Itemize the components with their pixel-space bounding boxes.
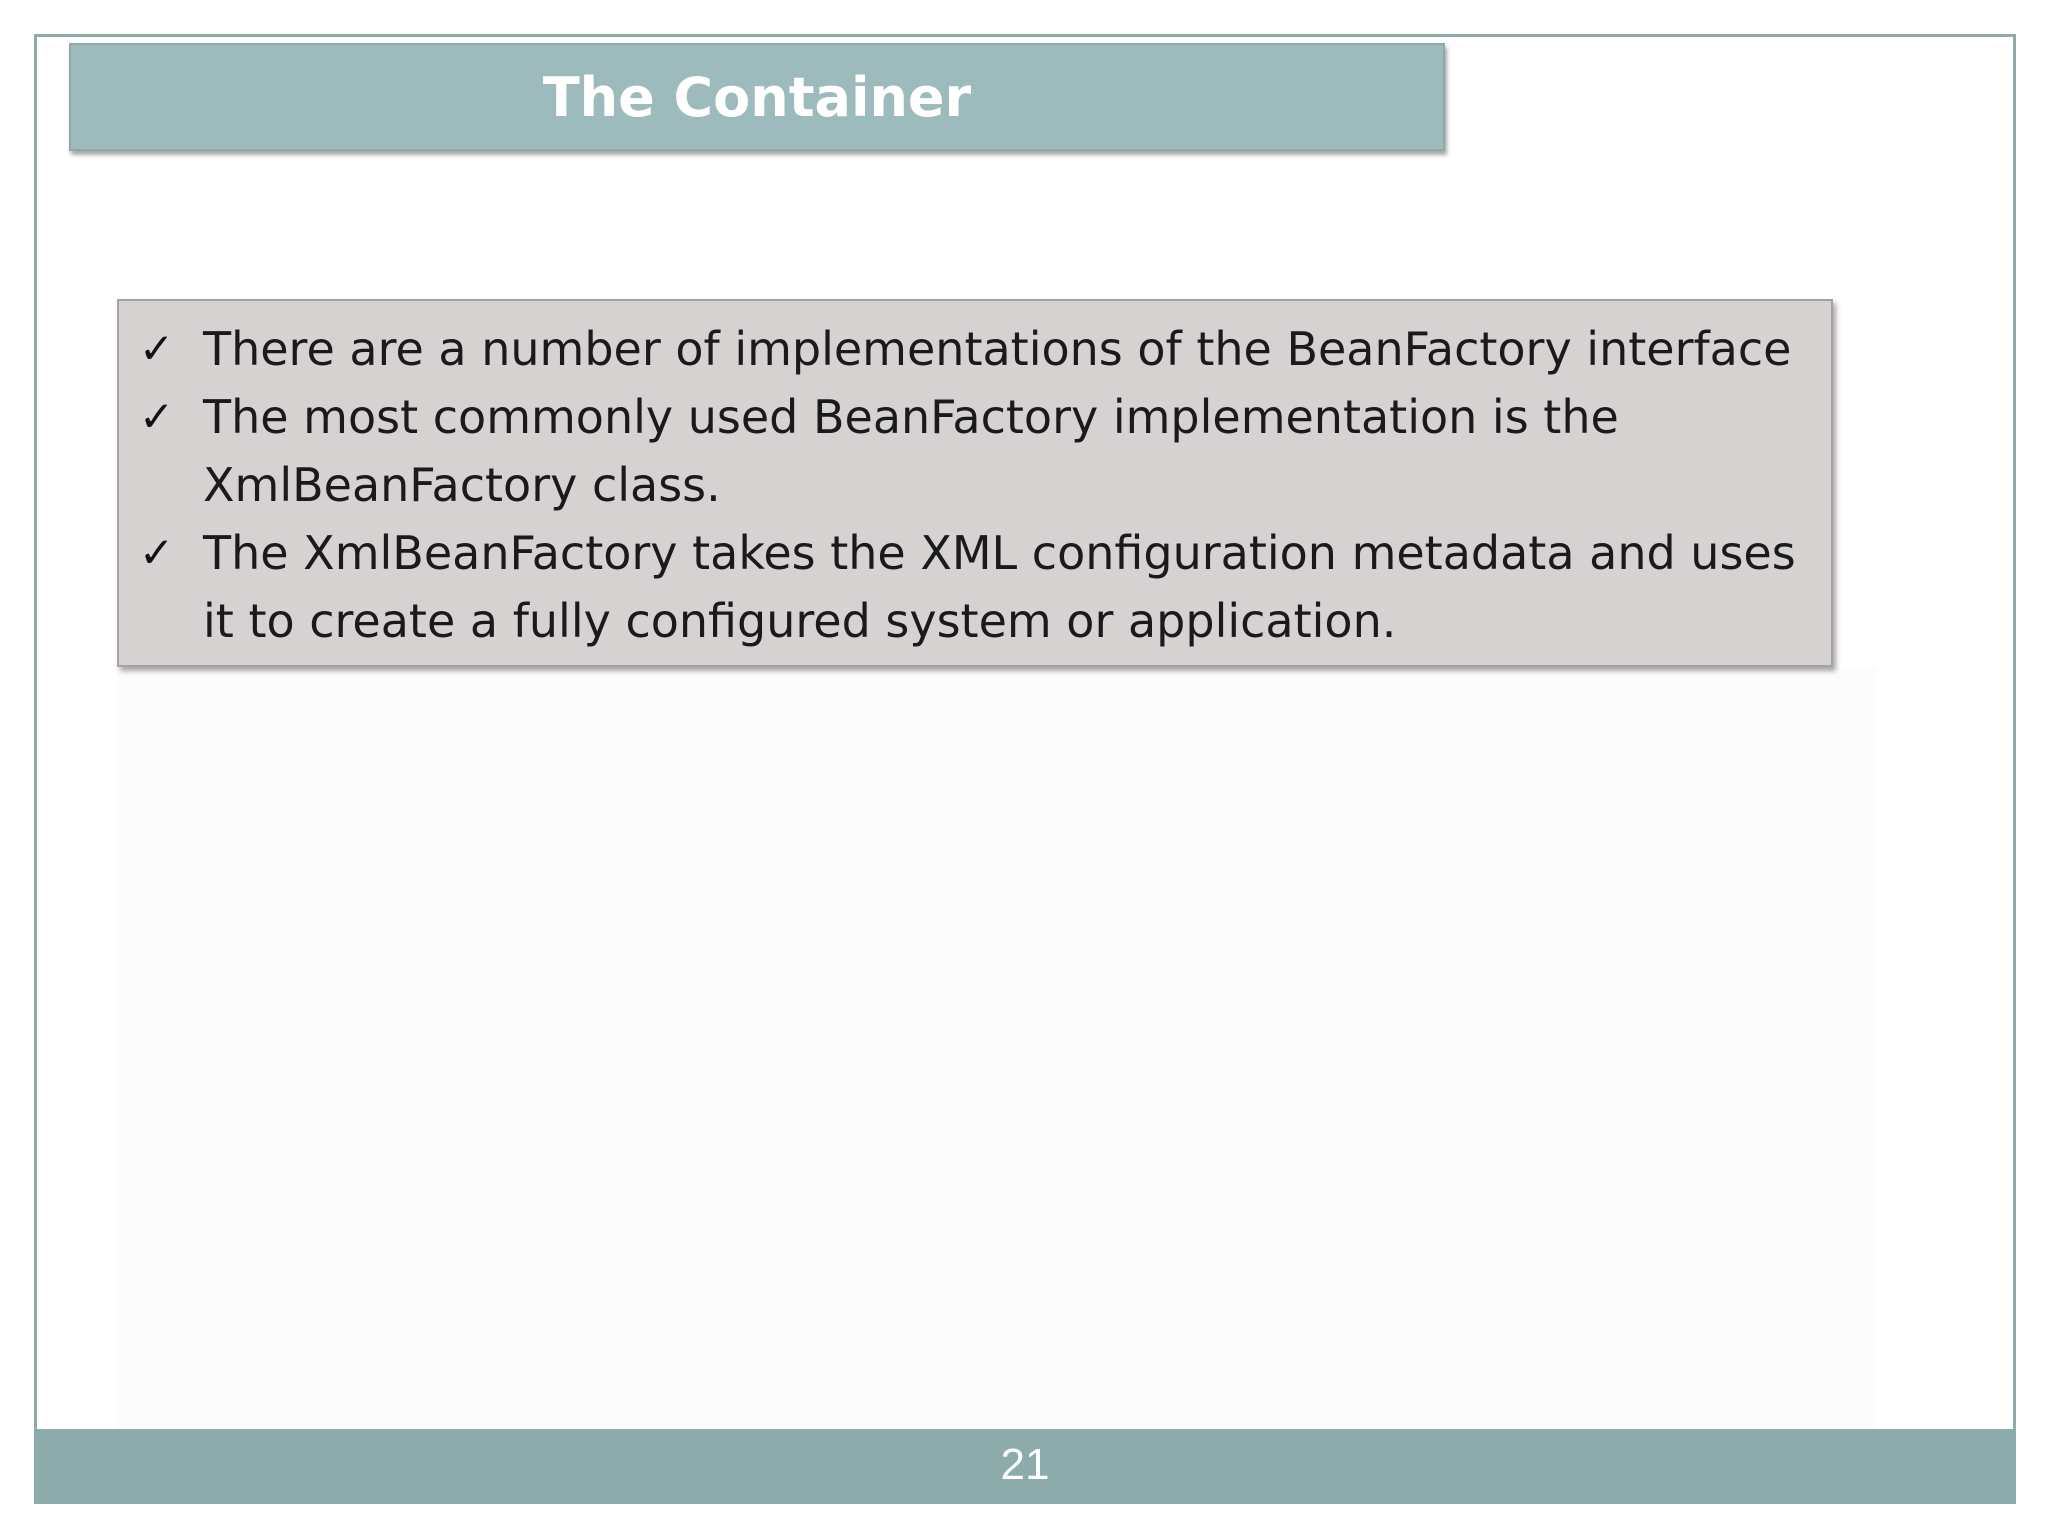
checkmark-icon: ✓ — [139, 392, 175, 441]
bullet-text: The most commonly used BeanFactory implementation is the XmlBeanFactory class. — [203, 390, 1619, 512]
content-area — [117, 667, 1877, 1467]
footer-bar — [37, 1429, 2013, 1501]
checkmark-icon: ✓ — [139, 528, 175, 577]
title-bar — [69, 43, 1445, 151]
slide-title: The Container — [542, 65, 972, 129]
bullet-box — [117, 299, 1833, 667]
bullet-text: The XmlBeanFactory takes the XML configuration metadata and uses it to create a fully configured system or application. — [203, 526, 1796, 648]
page-number: 21 — [1000, 1440, 1050, 1489]
bullet-list — [139, 315, 1811, 655]
bullet-item — [139, 383, 1811, 519]
checkmark-icon: ✓ — [139, 324, 175, 373]
bullet-item — [139, 519, 1811, 655]
bullet-item — [139, 315, 1811, 383]
slide — [34, 34, 2016, 1504]
bullet-text: There are a number of implementations of the BeanFactory interface — [203, 322, 1792, 376]
